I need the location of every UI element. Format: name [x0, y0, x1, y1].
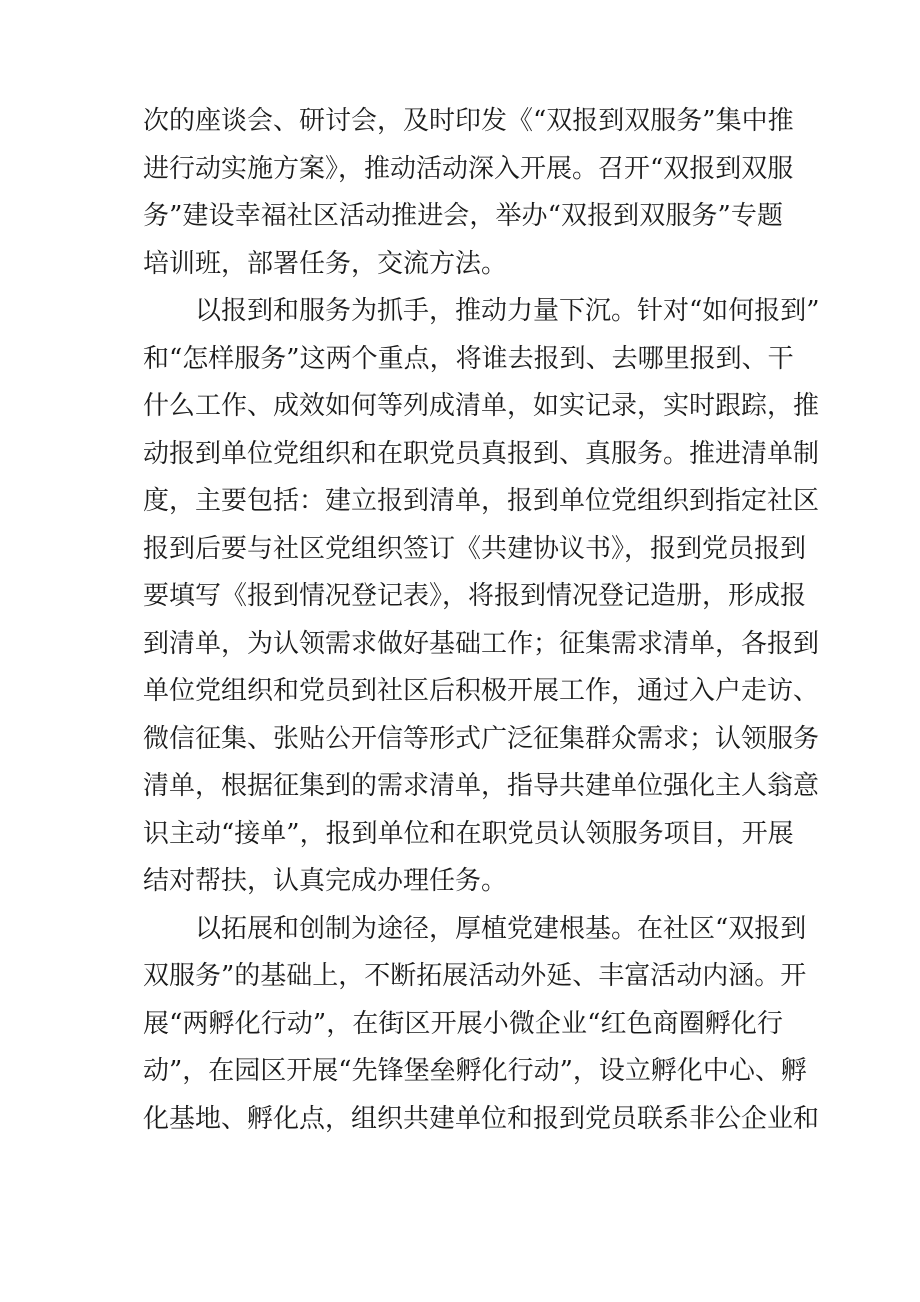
text-line: 微信征集、张贴公开信等形式广泛征集群众需求；认领服务: [143, 723, 820, 754]
paragraph-2: [143, 288, 820, 906]
text-line: 动报到单位党组织和在职党员真报到、真服务。推进清单制: [143, 438, 820, 469]
text-line: 培训班，部署任务，交流方法。: [143, 248, 508, 279]
text-line: 结对帮扶，认真完成办理任务。: [143, 866, 508, 896]
text-line: 识主动“接单”，报到单位和在职党员认领服务项目，开展: [143, 818, 794, 849]
text-line: 双服务”的基础上，不断拓展活动外延、丰富活动内涵。开: [143, 961, 807, 991]
text-line: 化基地、孵化点，组织共建单位和报到党员联系非公企业和: [143, 1103, 820, 1134]
paragraph-1: [143, 98, 794, 288]
text-line: 度，主要包括：建立报到清单，报到单位党组织到指定社区: [143, 486, 820, 516]
text-line: 清单，根据征集到的需求清单，指导共建单位强化主人翁意: [143, 771, 820, 801]
text-line: 到清单，为认领需求做好基础工作；征集需求清单，各报到: [143, 628, 820, 659]
text-line: 次的座谈会、研讨会，及时印发《“双报到双服务”集中推: [143, 106, 794, 136]
document-body: [143, 98, 820, 1143]
paragraph-3: [143, 906, 820, 1144]
text-line: 什么工作、成效如何等列成清单，如实记录，实时跟踪，推: [143, 391, 820, 421]
text-line: 要填写《报到情况登记表》，将报到情况登记造册，形成报: [143, 581, 807, 611]
text-line: 以报到和服务为抓手，推动力量下沉。针对“如何报到”: [195, 296, 820, 326]
text-line: 单位党组织和党员到社区后积极开展工作，通过入户走访、: [143, 676, 820, 706]
text-line: 和“怎样服务”这两个重点，将谁去报到、去哪里报到、干: [143, 343, 794, 374]
text-line: 报到后要与社区党组织签订《共建协议书》，报到党员报到: [143, 533, 807, 564]
text-line: 以拓展和创制为途径，厚植党建根基。在社区“双报到: [195, 913, 807, 944]
text-line: 展“两孵化行动”，在街区开展小微企业“红色商圈孵化行: [143, 1008, 783, 1039]
text-line: 动”，在园区开展“先锋堡垒孵化行动”，设立孵化中心、孵: [143, 1056, 807, 1086]
text-line: 务”建设幸福社区活动推进会，举办“双报到双服务”专题: [143, 201, 783, 231]
text-line: 进行动实施方案》，推动活动深入开展。召开“双报到双服: [143, 153, 794, 184]
